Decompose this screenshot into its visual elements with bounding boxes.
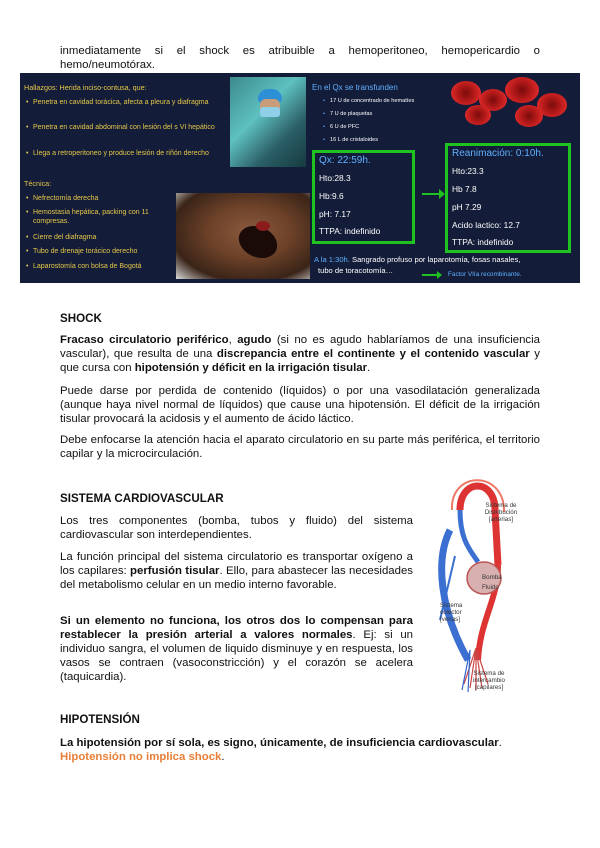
text-run: La función principal del sistema circulatorio es transportar oxígeno a los capilares: — [60, 551, 413, 577]
arrow-icon — [422, 193, 440, 195]
circulatory-system-diagram — [420, 470, 530, 700]
surgeon-photo — [230, 77, 306, 167]
label-colector: Sistema colector [venas] — [440, 602, 463, 623]
text-run: discrepancia entre el continente y el contenido vascular — [216, 348, 530, 360]
shock-paragraph: Debe enfocarse la atención hacia el aparato circulatorio en su parte más periférica, el territorio capilar y la microcirculación. — [60, 434, 540, 460]
transfusion-item: • 16 L de cristaloides — [330, 136, 378, 144]
qx-lab-value: Hto:28.3 — [319, 173, 351, 183]
qx-lab-value: pH: 7.17 — [319, 209, 351, 219]
foot-text: Sangrado profuso por laparotomía, fosas nasales, — [349, 255, 521, 264]
qx-labs-box — [312, 150, 415, 244]
qx-lab-value: TTPA: indefinido — [319, 226, 381, 236]
arterial-loop — [460, 486, 498, 565]
reanimacion-labs-box — [445, 143, 571, 253]
tecnica-item: • Cierre del diafragma — [33, 234, 96, 243]
text-run: . Ello, para abastecer las necesidades del metabolismo celular en un medio interno favorable. — [60, 565, 413, 591]
red-blood-cells-image — [445, 75, 575, 131]
clinical-case-slide — [20, 73, 580, 283]
label-intercambio: Sistema de intercambio [capilares] — [473, 670, 505, 691]
reanimacion-lab-value: Hb 7.8 — [452, 184, 477, 194]
foot-time: A la 1:30h. — [314, 255, 350, 264]
tecnica-item: • Hemostasia hepática, packing con 11 compresas. — [33, 209, 153, 227]
text-run: y que cursa con — [60, 348, 540, 374]
hallazgo-item: • Llega a retroperitoneo y produce lesión de riñón derecho — [33, 150, 223, 159]
transfusion-item: • 6 U de PFC — [330, 123, 359, 131]
reanimacion-lab-value: TTPA: indefinido — [452, 237, 514, 247]
text-run: . — [498, 737, 502, 749]
text-run: , — [228, 334, 238, 346]
reanimacion-lab-value: Acido lactico: 12.7 — [452, 220, 520, 230]
label-fluido: Fluido — [482, 584, 499, 591]
shock-definition — [60, 333, 540, 375]
sistema-paragraph — [60, 550, 413, 592]
foot-line2: tubo de toracotomía… — [318, 266, 394, 275]
tecnica-title: Técnica: — [24, 179, 52, 188]
hipotension-paragraph — [60, 736, 550, 764]
transfunden-title: En el Qx se transfunden — [312, 83, 398, 92]
tecnica-item: • Tubo de drenaje torácico derecho — [33, 248, 137, 257]
tecnica-item: • Laparostomía con bolsa de Bogotá — [33, 263, 142, 272]
foot-factor: Factor VIIa recombinante. — [448, 271, 522, 278]
reanimacion-lab-value: Hto:23.3 — [452, 166, 484, 176]
text-run: agudo — [237, 334, 272, 346]
section-heading-sistema: SISTEMA CARDIOVASCULAR — [60, 492, 224, 505]
hallazgo-item: • Penetra en cavidad abdominal con lesión del s VI hepático — [33, 124, 233, 133]
text-run: . — [221, 751, 225, 763]
qx-lab-value: Hb:9.6 — [319, 191, 344, 201]
text-run: Fracaso circulatorio periférico — [60, 334, 229, 346]
hallazgos-title: Hallazgos: Herida inciso-contusa, que: — [24, 83, 147, 92]
slide-footnote — [314, 255, 576, 265]
qx-labs-title: Qx: 22:59h. — [319, 155, 371, 166]
wound-photo — [176, 193, 310, 279]
reanimacion-labs-title: Reanimación: 0:10h. — [452, 148, 544, 159]
label-bomba: Bomba — [482, 574, 502, 581]
label-distribucion: Sistema de Distribución [arterias] — [484, 502, 518, 523]
transfusion-item: • 7 U de plaquetas — [330, 110, 372, 118]
reanimacion-lab-value: pH 7.29 — [452, 202, 482, 212]
text-run: . Ej: si un individuo sangra, el volumen de liquido disminuye y en respuesta, los vasos se contraen (vasoconstricción) y el corazón se acelera (taquicardia). — [60, 629, 413, 683]
text-run: perfusión tisular — [130, 565, 220, 577]
text-run: Hipotensión no implica shock — [60, 751, 222, 763]
intro-paragraph: inmediatamente si el shock es atribuible a hemoperitoneo, hemopericardio o hemo/neumotórax. — [60, 45, 540, 71]
sistema-paragraph — [60, 614, 413, 684]
text-run: . — [367, 362, 371, 374]
text-run: La hipotensión por sí sola, es signo, únicamente, de insuficiencia cardiovascular — [60, 737, 499, 749]
text-run: hipotensión y déficit en la irrigación tisular — [134, 362, 368, 374]
transfusion-item: • 17 U de concentrado de hematíes — [330, 97, 414, 105]
sistema-paragraph: Los tres componentes (bomba, tubos y fluido) del sistema cardiovascular son interdependientes. — [60, 515, 413, 541]
hallazgo-item: • Penetra en cavidad torácica, afecta a pleura y diafragma — [33, 99, 223, 108]
section-heading-hipotension: HIPOTENSIÓN — [60, 713, 140, 726]
text-run: Si un elemento no funciona, los otros dos lo compensan para restablecer la presión arterial a valores normales — [60, 615, 413, 641]
arrow-icon — [422, 274, 438, 276]
shock-paragraph: Puede darse por perdida de contenido (líquidos) o por una vasodilatación generalizada (aunque haya nivel normal de líquidos) que cause una hipotensión. El déficit de la irrigación tisular provocará la acidosis y el aumento de ácido láctico. — [60, 385, 540, 425]
text-run: (si no es agudo hablaríamos de una insuficiencia vascular), que resulta de una — [60, 334, 540, 360]
section-heading-shock: SHOCK — [60, 312, 102, 325]
tecnica-item: • Nefrectomía derecha — [33, 195, 98, 204]
